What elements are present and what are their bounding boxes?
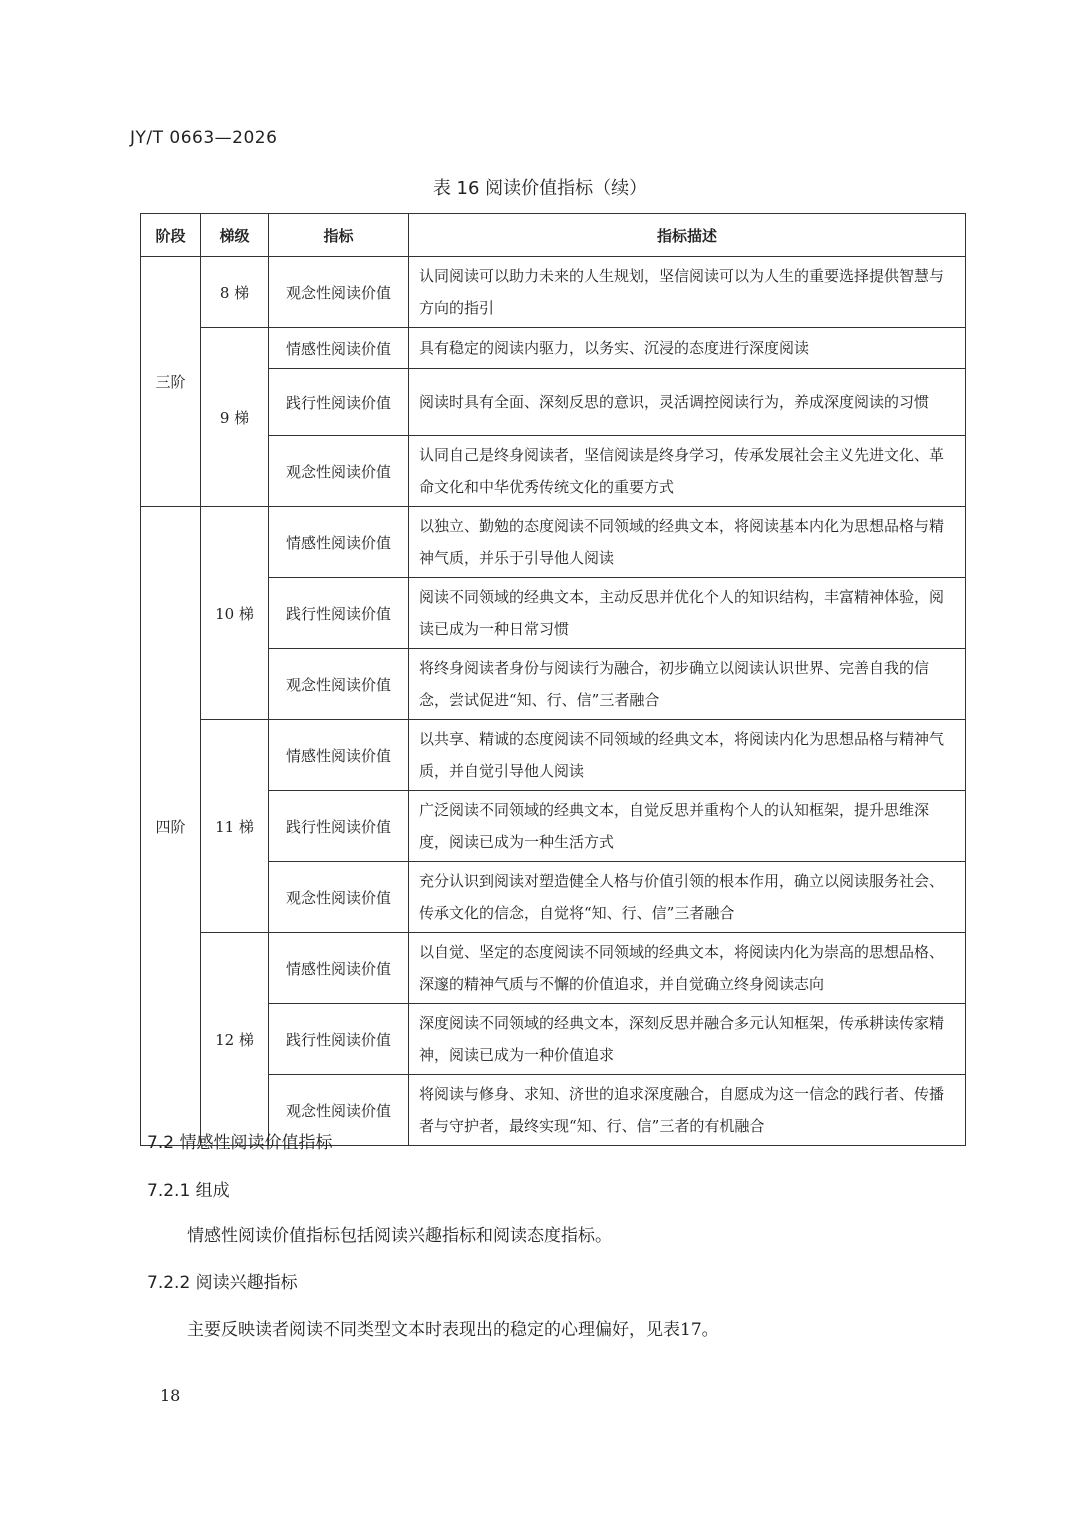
grade-cell: 8 梯 [201, 257, 269, 328]
description-cell: 阅读时具有全面、深刻反思的意识，灵活调控阅读行为，养成深度阅读的习惯 [409, 369, 966, 436]
indicator-cell: 观念性阅读价值 [269, 1075, 409, 1146]
table-header-row [141, 214, 966, 257]
description-cell: 充分认识到阅读对塑造健全人格与价值引领的根本作用，确立以阅读服务社会、传承文化的信念，自觉将“知、行、信”三者融合 [409, 862, 966, 933]
indicator-cell: 观念性阅读价值 [269, 436, 409, 507]
paragraph-composition: 情感性阅读价值指标包括阅读兴趣指标和阅读态度指标。 [187, 1226, 612, 1246]
description-cell: 具有稳定的阅读内驱力，以务实、沉浸的态度进行深度阅读 [409, 328, 966, 369]
table-caption: 表 16 阅读价值指标（续） [432, 178, 648, 199]
grade-cell: 9 梯 [201, 328, 269, 507]
table-row [141, 257, 966, 328]
table-row [141, 507, 966, 578]
indicator-cell: 情感性阅读价值 [269, 933, 409, 1004]
col-stage-header: 阶段 [141, 214, 201, 257]
reading-value-table [140, 213, 966, 1146]
standard-code: JY/T 0663—2026 [130, 128, 278, 148]
table-row [141, 720, 966, 791]
indicator-cell: 践行性阅读价值 [269, 369, 409, 436]
indicator-cell: 践行性阅读价值 [269, 791, 409, 862]
description-cell: 广泛阅读不同领域的经典文本，自觉反思并重构个人的认知框架，提升思维深度，阅读已成为一种生活方式 [409, 791, 966, 862]
col-indicator-header: 指标 [269, 214, 409, 257]
description-cell: 阅读不同领域的经典文本，主动反思并优化个人的知识结构，丰富精神体验，阅读已成为一种日常习惯 [409, 578, 966, 649]
indicator-cell: 践行性阅读价值 [269, 578, 409, 649]
section-heading-7-2-2: 7.2.2 阅读兴趣指标 [147, 1273, 298, 1293]
stage-cell: 三阶 [141, 257, 201, 507]
description-cell: 深度阅读不同领域的经典文本，深刻反思并融合多元认知框架，传承耕读传家精神，阅读已成为一种价值追求 [409, 1004, 966, 1075]
description-cell: 以独立、勤勉的态度阅读不同领域的经典文本，将阅读基本内化为思想品格与精神气质，并乐于引导他人阅读 [409, 507, 966, 578]
indicator-cell: 观念性阅读价值 [269, 257, 409, 328]
indicator-cell: 观念性阅读价值 [269, 649, 409, 720]
page-number: 18 [160, 1386, 181, 1405]
description-cell: 将阅读与修身、求知、济世的追求深度融合，自愿成为这一信念的践行者、传播者与守护者，最终实现“知、行、信”三者的有机融合 [409, 1075, 966, 1146]
indicator-cell: 情感性阅读价值 [269, 720, 409, 791]
description-cell: 以共享、精诚的态度阅读不同领域的经典文本，将阅读内化为思想品格与精神气质，并自觉引导他人阅读 [409, 720, 966, 791]
col-grade-header: 梯级 [201, 214, 269, 257]
paragraph-interest: 主要反映读者阅读不同类型文本时表现出的稳定的心理偏好，见表17。 [187, 1320, 719, 1340]
description-cell: 认同阅读可以助力未来的人生规划，坚信阅读可以为人生的重要选择提供智慧与方向的指引 [409, 257, 966, 328]
section-heading-7-2-1: 7.2.1 组成 [147, 1181, 230, 1201]
col-desc-header: 指标描述 [409, 214, 966, 257]
description-cell: 以自觉、坚定的态度阅读不同领域的经典文本，将阅读内化为崇高的思想品格、深邃的精神气质与不懈的价值追求，并自觉确立终身阅读志向 [409, 933, 966, 1004]
grade-cell: 12 梯 [201, 933, 269, 1146]
table-row [141, 933, 966, 1004]
section-heading-7-2: 7.2 情感性阅读价值指标 [147, 1133, 333, 1153]
indicator-cell: 情感性阅读价值 [269, 328, 409, 369]
indicator-cell: 情感性阅读价值 [269, 507, 409, 578]
table-row [141, 328, 966, 369]
description-cell: 认同自己是终身阅读者，坚信阅读是终身学习，传承发展社会主义先进文化、革命文化和中华优秀传统文化的重要方式 [409, 436, 966, 507]
indicator-cell: 践行性阅读价值 [269, 1004, 409, 1075]
stage-cell: 四阶 [141, 507, 201, 1146]
indicator-cell: 观念性阅读价值 [269, 862, 409, 933]
description-cell: 将终身阅读者身份与阅读行为融合，初步确立以阅读认识世界、完善自我的信念，尝试促进“知、行、信”三者融合 [409, 649, 966, 720]
grade-cell: 11 梯 [201, 720, 269, 933]
grade-cell: 10 梯 [201, 507, 269, 720]
